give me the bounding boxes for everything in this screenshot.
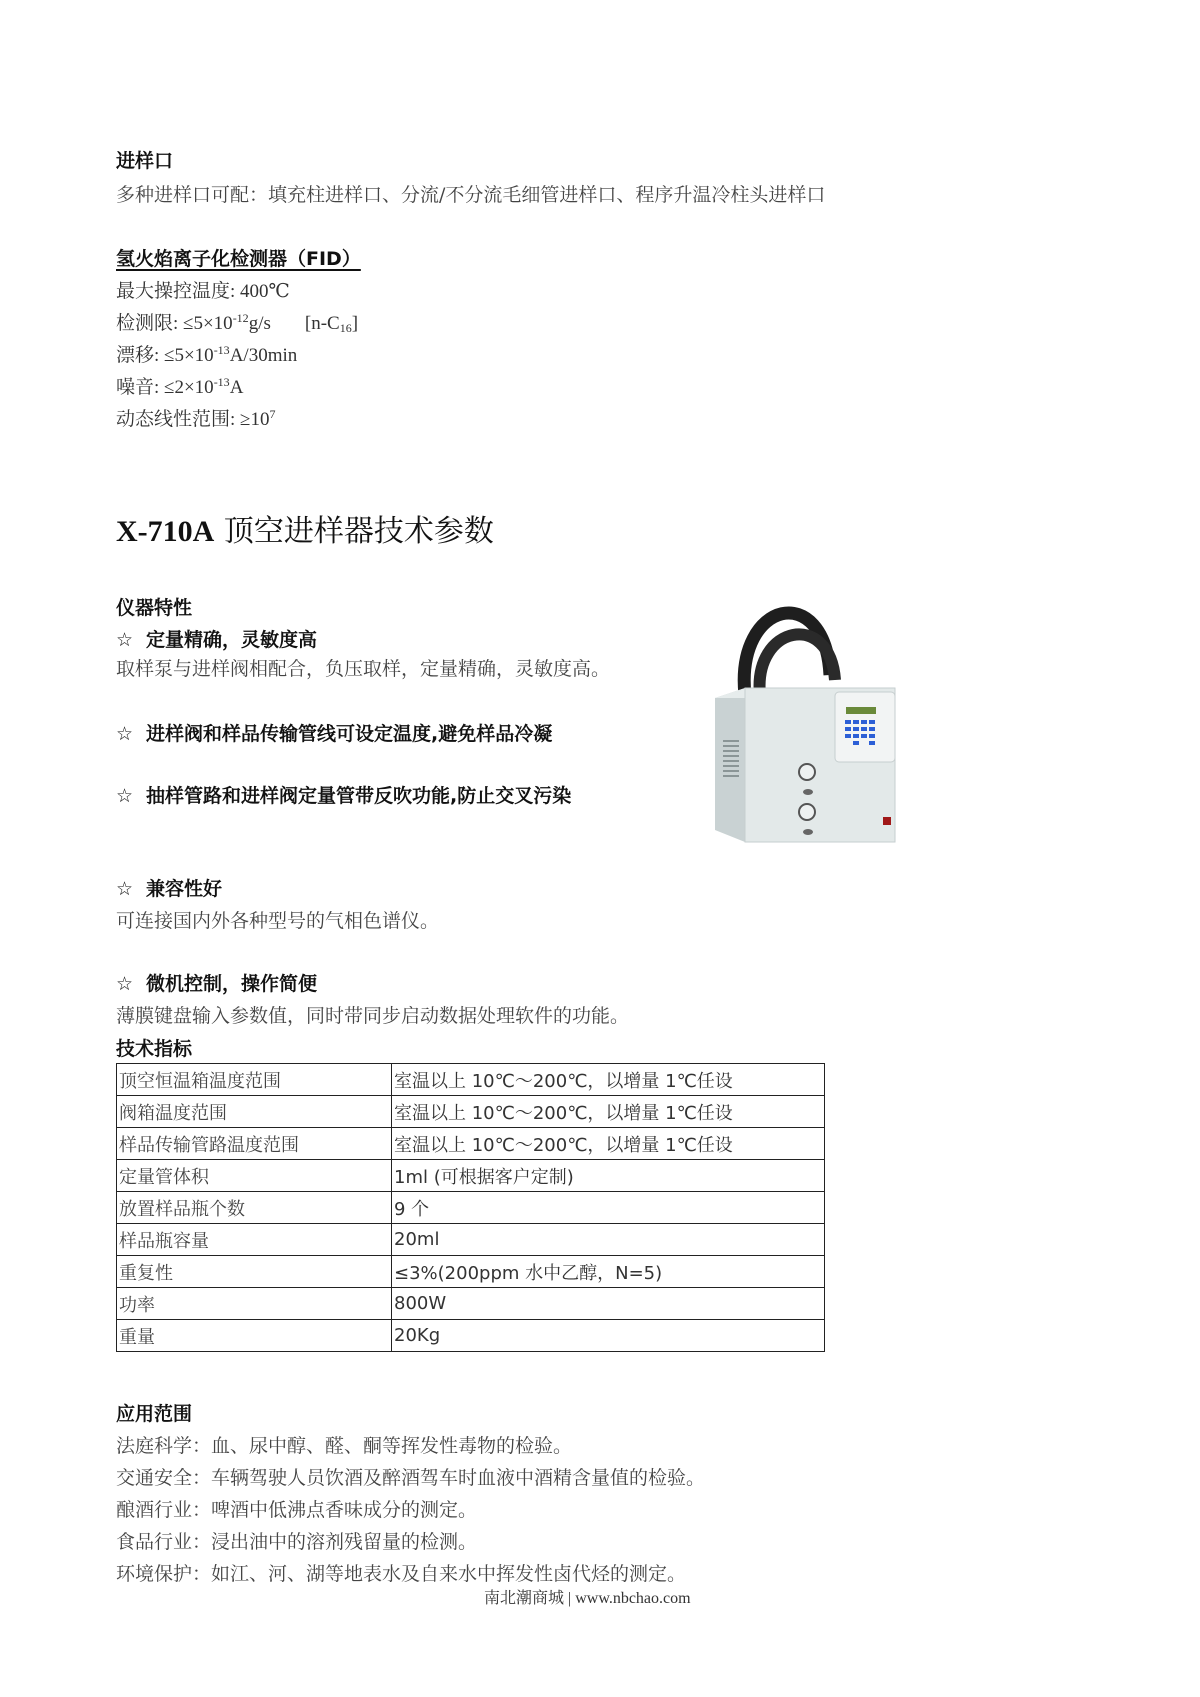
page-title xyxy=(116,506,494,550)
detection-limit-note-sub: 16 xyxy=(339,321,352,335)
feature-title xyxy=(116,780,636,813)
specs-table xyxy=(116,1063,825,1352)
product-photo-icon xyxy=(705,580,925,860)
noise-label: 噪音: xyxy=(116,377,165,398)
star-icon: ☆ xyxy=(116,723,134,745)
feature-title-text: 定量精确，灵敏度高 xyxy=(146,629,318,651)
feature-desc: 可连接国内外各种型号的气相色谱仪。 xyxy=(116,910,440,932)
table-row xyxy=(117,1160,825,1192)
noise-unit: A xyxy=(229,377,244,398)
linear-range-label: 动态线性范围: xyxy=(116,409,241,430)
star-icon: ☆ xyxy=(116,878,134,900)
spec-value: 1ml (可根据客户定制) xyxy=(392,1160,825,1192)
fid-heading: 氢火焰离子化检测器（FID） xyxy=(116,248,361,270)
fid-drift xyxy=(116,340,297,367)
drift-exp: -13 xyxy=(213,343,230,357)
star-icon: ☆ xyxy=(116,785,134,807)
application-item: 食品行业：浸出油中的溶剂残留量的检测。 xyxy=(116,1531,478,1553)
spec-value: 20ml xyxy=(392,1224,825,1256)
feature-title-text: 兼容性好 xyxy=(146,878,223,900)
spec-key: 重量 xyxy=(117,1320,392,1352)
feature-desc: 薄膜键盘输入参数值，同时带同步启动数据处理软件的功能。 xyxy=(116,1005,630,1027)
feature-title xyxy=(116,874,222,901)
table-row xyxy=(117,1256,825,1288)
spec-value: 20Kg xyxy=(392,1320,825,1352)
page-title-text: 顶空进样器技术参数 xyxy=(214,514,494,549)
linear-range-exp: 7 xyxy=(269,407,276,421)
application-item: 交通安全：车辆驾驶人员饮酒及醉酒驾车时血液中酒精含量值的检验。 xyxy=(116,1467,706,1489)
table-row xyxy=(117,1320,825,1352)
drift-label: 漂移: xyxy=(116,345,165,366)
fid-detection-limit xyxy=(116,308,358,336)
feature-title xyxy=(116,969,317,996)
fid-linear-range xyxy=(116,404,275,431)
detection-limit-exp: -12 xyxy=(232,311,249,325)
star-icon: ☆ xyxy=(116,629,134,651)
detection-limit-note-end: ] xyxy=(351,313,359,334)
page-title-model: X-710A xyxy=(116,515,215,548)
detection-limit-note: [n-C xyxy=(304,313,340,334)
specs-heading: 技术指标 xyxy=(116,1038,193,1060)
table-row xyxy=(117,1128,825,1160)
table-row xyxy=(117,1192,825,1224)
feature-title-text: 进样阀和样品传输管线可设定温度,避免样品冷凝 xyxy=(146,723,553,745)
noise-prefix: ≤2×10 xyxy=(164,377,214,398)
feature-desc: 取样泵与进样阀相配合，负压取样，定量精确，灵敏度高。 xyxy=(116,658,611,680)
drift-prefix: ≤5×10 xyxy=(164,345,214,366)
application-item: 环境保护：如江、河、湖等地表水及自来水中挥发性卤代烃的测定。 xyxy=(116,1563,687,1585)
noise-exp: -13 xyxy=(213,375,230,389)
fid-max-temp-label: 最大操控温度: xyxy=(116,281,241,302)
fid-noise xyxy=(116,372,243,399)
footer-text: 南北潮商城 | www.nbchao.com xyxy=(484,1590,691,1607)
applications-heading: 应用范围 xyxy=(116,1403,193,1425)
spec-key: 功率 xyxy=(117,1288,392,1320)
spec-value: 室温以上 10℃～200℃，以增量 1℃任设 xyxy=(392,1128,825,1160)
table-row xyxy=(117,1064,825,1096)
application-item: 法庭科学：血、尿中醇、醛、酮等挥发性毒物的检验。 xyxy=(116,1435,573,1457)
inlet-heading: 进样口 xyxy=(116,150,174,172)
spec-key: 定量管体积 xyxy=(117,1160,392,1192)
spec-key: 顶空恒温箱温度范围 xyxy=(117,1064,392,1096)
spec-key: 样品传输管路温度范围 xyxy=(117,1128,392,1160)
spec-key: 样品瓶容量 xyxy=(117,1224,392,1256)
feature-title-text: 抽样管路和进样阀定量管带反吹功能,防止交叉污染 xyxy=(146,785,572,807)
drift-unit: A/30min xyxy=(229,345,298,366)
spec-key: 放置样品瓶个数 xyxy=(117,1192,392,1224)
spec-value: 室温以上 10℃～200℃，以增量 1℃任设 xyxy=(392,1096,825,1128)
feature-title xyxy=(116,625,317,652)
table-row xyxy=(117,1224,825,1256)
application-item: 酿酒行业：啤酒中低沸点香味成分的测定。 xyxy=(116,1499,478,1521)
features-heading: 仪器特性 xyxy=(116,597,193,619)
detection-limit-label: 检测限: xyxy=(116,313,184,334)
feature-title-text: 微机控制，操作简便 xyxy=(146,973,318,995)
table-row xyxy=(117,1096,825,1128)
table-row xyxy=(117,1288,825,1320)
spec-key: 阀箱温度范围 xyxy=(117,1096,392,1128)
feature-title xyxy=(116,719,552,746)
spec-value: 9 个 xyxy=(392,1192,825,1224)
detection-limit-unit: g/s xyxy=(248,313,271,334)
inlet-text: 多种进样口可配：填充柱进样口、分流/不分流毛细管进样口、程序升温冷柱头进样口 xyxy=(116,184,826,206)
fid-max-temp-value: 400℃ xyxy=(240,281,290,302)
spec-value: 室温以上 10℃～200℃，以增量 1℃任设 xyxy=(392,1064,825,1096)
linear-range-prefix: ≥10 xyxy=(240,409,270,430)
detection-limit-prefix: ≤5×10 xyxy=(183,313,233,334)
star-icon: ☆ xyxy=(116,973,134,995)
spec-key: 重复性 xyxy=(117,1256,392,1288)
fid-max-temp xyxy=(116,276,290,303)
spec-value: ≤3%(200ppm 水中乙醇，N=5) xyxy=(392,1256,825,1288)
spec-value: 800W xyxy=(392,1288,825,1320)
